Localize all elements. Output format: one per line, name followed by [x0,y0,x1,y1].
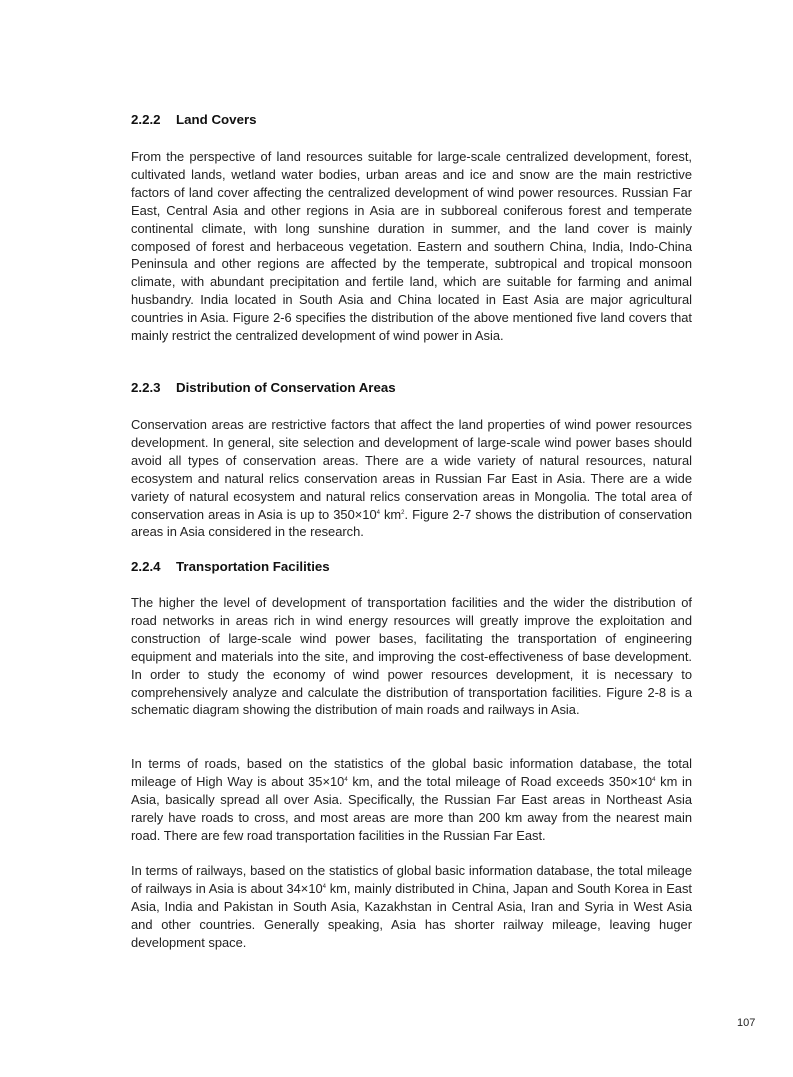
section-number: 2.2.2 [131,112,161,127]
section-title: Distribution of Conservation Areas [176,380,396,395]
section-title: Transportation Facilities [176,559,330,574]
section-heading-transportation [131,559,330,574]
page-number: 107 [737,1017,756,1029]
paragraph-railways: In terms of railways, based on the statistics of global basic information database, the total mileage of railways in Asia is about $34\times 10^4$ km, mainly distributed in China, Japan and South Korea in East Asia, India and Pakistan in South Asia, Kazakhstan in Central Asia, Iran and Syria in West Asia and other countries. Generally speaking, Asia has shorter railway mileage, leaving huger development space. [131,863,693,950]
paragraph-roads: In terms of roads, based on the statistics of the global basic information database, the total mileage of High Way is about $35\times 10^4$ km, and the total mileage of Road exceeds $350\times 10^4$ km in Asia, basically spread all over Asia. Specifically, the Russian Far East areas in Northeast Asia rarely have roads to cross, and most areas are more than 200 km away from the nearest main road. There are few road transportation facilities in the Russian Far East. [131,756,692,843]
section-heading-land-covers [131,112,257,127]
section-heading-conservation-areas [131,380,396,395]
section-number: 2.2.4 [131,559,161,574]
paragraph-transportation-intro: The higher the level of development of transportation facilities and the wider the distribution of road networks in areas rich in wind energy resources will greatly improve the exploitation and construction of large-scale wind power bases, facilitating the transportation of engineering equipment and materials into the site, and improving the cost-effectiveness of base development. In order to study the economy of wind power resources development, it is necessary to comprehensively analyze and calculate the distribution of transportation facilities. Figure 2-8 is a schematic diagram showing the distribution of main roads and railways in Asia. [131,595,692,718]
paragraph-land-covers: From the perspective of land resources suitable for large-scale centralized development, forest, cultivated lands, wetland water bodies, urban areas and ice and snow are the main restrictive factors of land cover affecting the centralized development of wind power resources. Russian Far East, Central Asia and other regions in Asia are in subboreal coniferous forest and temperate continental climate, with long sunshine duration in summer, and the land cover is mainly composed of forest and herbaceous vegetation. Eastern and southern China, India, Indo-China Peninsula and other regions are affected by the temperate, subtropical and tropical monsoon climate, with abundant precipitation and fertile land, which are suitable for farming and animal husbandry. India located in South Asia and China located in East Asia are major agricultural countries in Asia. Figure 2-6 specifies the distribution of the above mentioned five land covers that mainly restrict the centralized development of wind power in Asia. [131,149,692,344]
paragraph-conservation-areas: Conservation areas are restrictive factors that affect the land properties of wind power resources development. In general, site selection and development of large-scale wind power bases should avoid all types of conservation areas. There are a wide variety of natural resources, natural ecosystem and natural relics conservation areas in Russian Far East in Asia. There are a wide variety of natural ecosystem and natural relics conservation areas in Mongolia. The total area of conservation areas in Asia is up to $350\times 10^4$ $km^2$. Figure 2-7 shows the distribution of conservation areas in Asia considered in the research. [131,417,692,540]
section-title: Land Covers [176,112,257,127]
section-number: 2.2.3 [131,380,161,395]
